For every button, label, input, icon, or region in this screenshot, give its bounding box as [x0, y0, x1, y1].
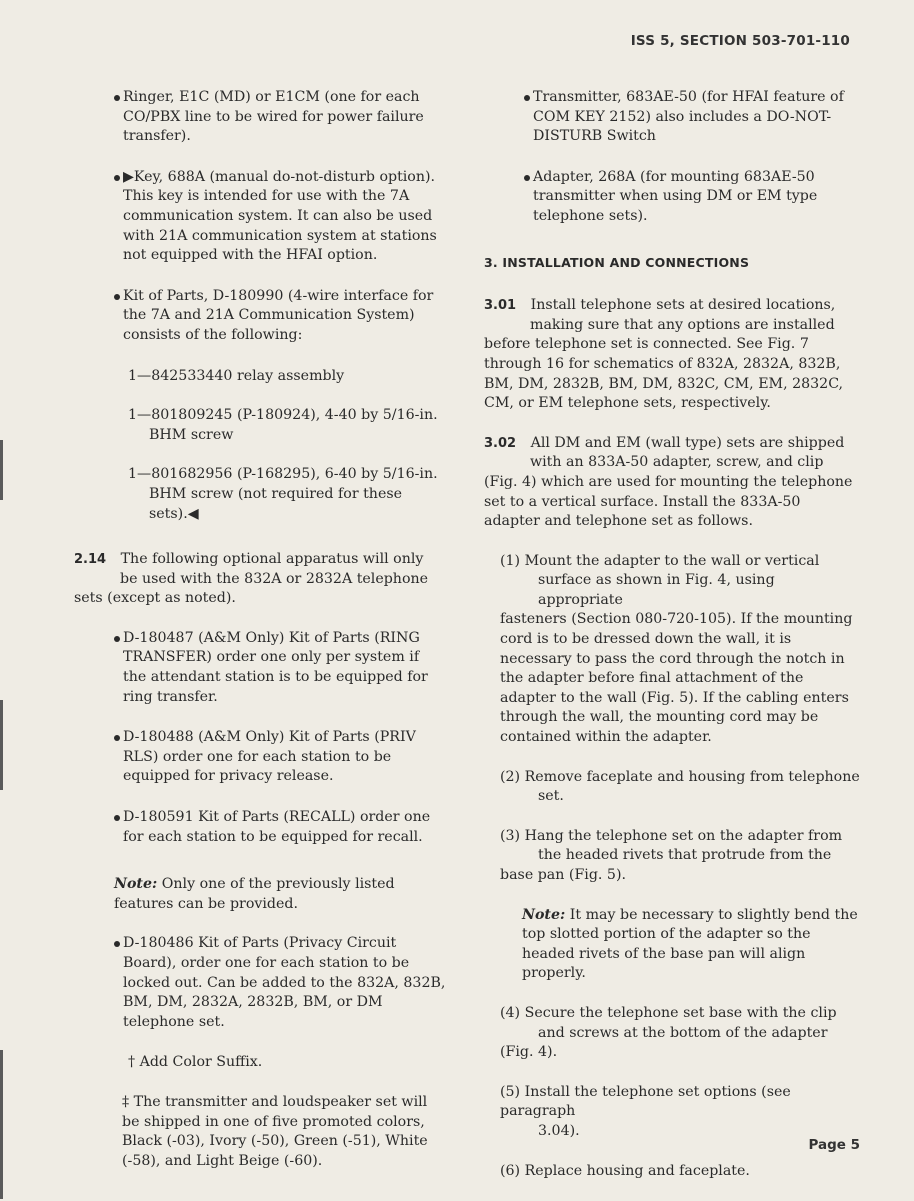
step-text: set.: [538, 788, 564, 805]
paragraph-text: The following optional apparatus will only: [120, 551, 424, 568]
paragraph-text: All DM and EM (wall type) sets are shipped: [530, 434, 845, 451]
list-item-text: D-180591 Kit of Parts (RECALL) order one for each station to be equipped for recall.: [123, 809, 431, 845]
page-edge-mark: [0, 1050, 3, 1199]
step-text: surface as shown in Fig. 4, using appropriate: [538, 572, 775, 608]
sub-item-text: 1—801809245 (P-180924), 4-40 by 5/16-in.: [128, 407, 438, 424]
paragraph-text: before telephone set is connected. See Fig. 7 through 16 for schematics of 832A, 2832A, 832B, BM, DM, 2832B, BM, DM, 832C, CM, EM, 2832C, CM, or EM telephone sets, respectively.: [484, 336, 844, 412]
step-text: base pan (Fig. 5).: [500, 867, 627, 883]
step-text: the headed rivets that protrude from the: [538, 847, 832, 864]
list-item: [74, 934, 446, 1032]
bullet-dot: [114, 95, 120, 101]
list-item: [484, 88, 860, 147]
step-text: (3) Hang the telephone set on the adapter from: [500, 827, 843, 844]
bullet-dot: [114, 941, 120, 947]
step-text: and screws at the bottom of the adapter: [538, 1024, 828, 1041]
note-text: It may be necessary to slightly bend the top slotted portion of the adapter so the headed rivets of the base pan will align properly.: [522, 906, 858, 982]
list-item-text: D-180486 Kit of Parts (Privacy Circuit Board), order one for each station to be locked out. Can be added to the 832A, 832B, BM, DM, 2832A, 2832B, BM, or DM telephone set.: [123, 935, 446, 1030]
paragraph-number: 2.14: [74, 552, 107, 568]
section-heading: 3. INSTALLATION AND CONNECTIONS: [484, 254, 750, 270]
list-item-text: D-180488 (A&M Only) Kit of Parts (PRIV RLS) order one for each station to be equipped for privacy release.: [123, 729, 416, 785]
left-column: [74, 88, 446, 1191]
list-item-text: Ringer, E1C (MD) or E1CM (one for each CO/PBX line to be wired for power failure transfer).: [123, 89, 424, 145]
step-3: [500, 827, 860, 886]
bullet-dot: [524, 95, 530, 101]
list-item: [74, 88, 446, 147]
paragraph-text: sets (except as noted).: [74, 590, 236, 607]
step-text: (4) Secure the telephone set base with the clip: [500, 1004, 837, 1021]
paragraph-2-14: [74, 550, 446, 609]
list-item-text: Kit of Parts, D-180990 (4-wire interface for the 7A and 21A Communication System) consists of the following:: [123, 287, 434, 343]
step-text: fasteners (Section 080-720-105). If the mounting cord is to be dressed down the wall, it is necessary to pass the cord through the notch in the adapter before final attachment of the adapter to the wall (Fig. 5). If the cabling enters through the wall, the mounting cord may be contained within the adapter.: [500, 611, 853, 746]
step-text: 3.04).: [538, 1122, 580, 1139]
step-2: [500, 768, 860, 807]
step-text: (5) Install the telephone set options (see paragraph: [500, 1083, 791, 1120]
bullet-dot: [114, 815, 120, 821]
sub-item: [74, 406, 446, 445]
list-item: [74, 287, 446, 346]
paragraph-text: (Fig. 4) which are used for mounting the telephone set to a vertical surface. Install the 833A-50 adapter and telephone set as follows.: [484, 473, 853, 530]
paragraph-number: 3.01: [484, 298, 517, 314]
sub-item-continuation: BHM screw: [149, 426, 234, 443]
list-item: [74, 808, 446, 847]
list-item-text: Adapter, 268A (for mounting 683AE-50 transmitter when using DM or EM type telephone sets).: [533, 168, 818, 224]
page-header: ISS 5, SECTION 503-701-110: [630, 33, 850, 49]
note: [522, 906, 860, 984]
footnote-dagger: † Add Color Suffix.: [128, 1054, 263, 1071]
list-item-text: Transmitter, 683AE-50 (for HFAI feature of COM KEY 2152) also includes a DO-NOT-DISTURB Switch: [533, 89, 844, 145]
list-item: [74, 168, 446, 266]
step-text: (6) Replace housing and faceplate.: [500, 1162, 750, 1179]
sub-item: [74, 465, 446, 524]
note-label: Note:: [522, 906, 566, 923]
paragraph-3-02: [484, 434, 860, 532]
bullet-dot: [524, 175, 530, 181]
paragraph-text: with an 833A-50 adapter, screw, and clip: [530, 454, 824, 471]
note-label: Note:: [114, 876, 158, 893]
list-item: [484, 168, 860, 227]
list-item-text: ▶Key, 688A (manual do-not-disturb option). This key is intended for use with the 7A communication system. It can also be used with 21A communication system at stations not equipped with the HFAI option.: [123, 168, 437, 264]
bullet-dot: [114, 735, 120, 741]
paragraph-text: making sure that any options are installed: [530, 316, 835, 333]
note-text: Only one of the previously listed features can be provided.: [114, 876, 395, 912]
sub-item-continuation: BHM screw (not required for these sets).◀: [149, 485, 403, 522]
step-text: (1) Mount the adapter to the wall or vertical: [500, 552, 820, 569]
paragraph-text: Install telephone sets at desired locations,: [530, 297, 836, 314]
paragraph-3-01: [484, 296, 860, 414]
page-number: Page 5: [808, 1137, 860, 1153]
page-edge-mark: [0, 440, 3, 500]
sub-item: [74, 367, 446, 387]
step-text: (2) Remove faceplate and housing from telephone: [500, 768, 860, 785]
list-item: [74, 629, 446, 707]
page-edge-mark: [0, 700, 3, 790]
step-5: [500, 1083, 860, 1142]
bullet-dot: [114, 175, 120, 181]
note: [114, 875, 446, 914]
bullet-dot: [114, 636, 120, 642]
paragraph-text: be used with the 832A or 2832A telephone: [120, 570, 429, 587]
sub-item-text: 1—801682956 (P-168295), 6-40 by 5/16-in.: [128, 466, 438, 483]
list-item-text: D-180487 (A&M Only) Kit of Parts (RING TRANSFER) order one only per system if the attendant station is to be equipped for ring transfer.: [123, 629, 428, 705]
step-1: [500, 552, 860, 748]
list-item: [74, 728, 446, 787]
sub-item-text: 1—842533440 relay assembly: [128, 367, 345, 384]
step-4: [500, 1004, 860, 1063]
footnote-double-dagger: ‡ The transmitter and loudspeaker set will be shipped in one of five promoted colors, Black (-03), Ivory (-50), Green (-51), White (-58), and Light Beige (-60).: [122, 1093, 428, 1169]
paragraph-number: 3.02: [484, 435, 517, 451]
right-column: [484, 88, 860, 1201]
bullet-dot: [114, 294, 120, 300]
step-text: (Fig. 4).: [500, 1044, 558, 1061]
step-6: [500, 1162, 860, 1182]
